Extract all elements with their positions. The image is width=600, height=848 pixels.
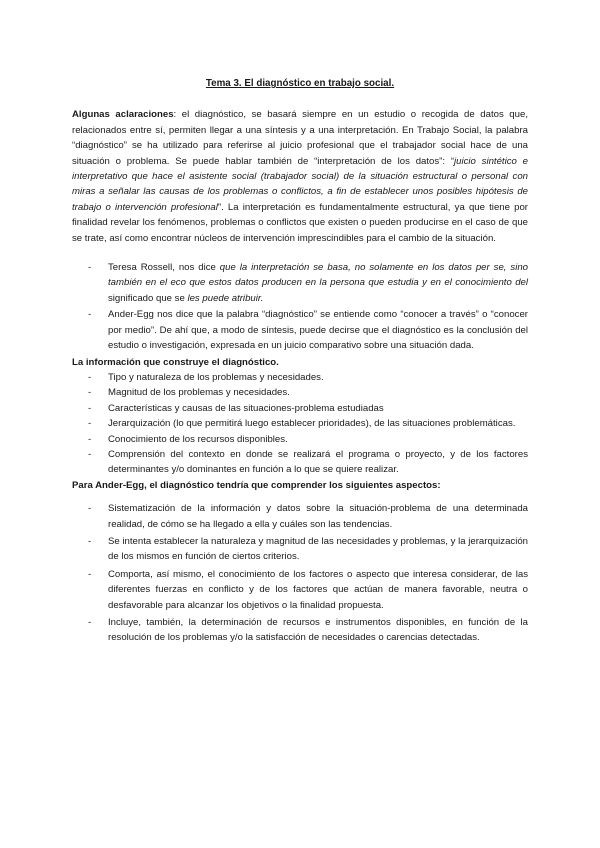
- section2-heading: La información que construye el diagnóstico.: [72, 356, 279, 368]
- rossell-pre: Teresa Rossell, nos dice: [108, 262, 220, 274]
- rossell-italic: que la interpretación se basa, no solamente en los datos per se, sino también en el eco que estos datos producen en la persona que estudia y en el conocimiento del: [108, 262, 528, 289]
- intro-lead: Algunas aclaraciones: [72, 109, 174, 121]
- list-item: - Magnitud de los problemas y necesidades.: [108, 385, 528, 400]
- rossell-italic-2: les puede atribuir.: [187, 292, 264, 304]
- list-item: - Comporta, así mismo, el conocimiento de los factores o aspecto que interesa considerar, de las diferentes fuerzas en conflicto y de los factores que actúan de manera favorable, neutra o desfavorable para alcanzar los objetivos o la finalidad propuesta.: [108, 567, 528, 613]
- list-item: - Tipo y naturaleza de los problemas y necesidades.: [108, 370, 528, 385]
- intro-quote: juicio sintético e interpretativo que hace el asistente social (trabajador social) de la situación estructural o personal con miras a señalar las causas de los problemas o conflictos, a fin de establecer unos posibles hipótesis de trabajo o intervención profesional: [72, 155, 528, 213]
- list-item: - Jerarquización (lo que permitirá luego establecer prioridades), de las situaciones problemáticas.: [108, 416, 528, 431]
- list-item: - Ander-Egg nos dice que la palabra “diagnóstico” se entiende como “conocer a través” o “conocer por medio”. De ahí que, a modo de síntesis, puede decirse que el diagnóstico es la conclusión del estudio o investigación, expresada en un juicio comparativo sobre una situación dada.: [108, 307, 528, 353]
- list-item: - Sistematización de la información y datos sobre la situación-problema de una determinada realidad, de cómo se ha llegado a ella y cuáles son las tendencias.: [108, 501, 528, 532]
- document-title: Tema 3. El diagnóstico en trabajo social.: [205, 78, 395, 89]
- rossell-mid: significado que se: [108, 292, 188, 304]
- list-item: - Se intenta establecer la naturaleza y magnitud de las necesidades y problemas, y la jerarquización de los mismos en función de ciertos criterios.: [108, 534, 528, 565]
- list-item: - Características y causas de las situaciones-problema estudiadas: [108, 401, 528, 416]
- list-item: [108, 260, 528, 306]
- section3-list: [72, 501, 528, 646]
- section3-heading: Para Ander-Egg, el diagnóstico tendría que comprender los siguientes aspectos:: [72, 479, 441, 491]
- intro-paragraph: [72, 107, 528, 246]
- authors-list: [72, 260, 528, 353]
- section2-list: [72, 370, 528, 478]
- intro-text-1: : el diagnóstico, se basará siempre en un estudio o recogida de datos que, relacionados entre sí, permiten llegar a una síntesis y a una interpretación. En Trabajo Social, la palabra “diagnóstico” se ha utilizado para referirse al juicio profesional que el trabajador social hace de una situación o problema. Se puede hablar también de “interpretación de los datos”: “: [72, 109, 528, 167]
- list-item: - Comprensión del contexto en donde se realizará el programa o proyecto, y de los factores determinantes y/o dominantes en función a lo que se quiere realizar.: [108, 447, 528, 478]
- intro-text-2: ”. La interpretación es fundamentalmente estructural, ya que tiene por finalidad revelar los fenómenos, problemas o conflictos que existen o pueden producirse en el caso de que se trate, así como encontrar núcleos de intervención imprescindibles para el cambio de la situación.: [72, 201, 528, 244]
- list-item: - Conocimiento de los recursos disponibles.: [108, 432, 528, 447]
- list-item: - Incluye, también, la determinación de recursos e instrumentos disponibles, en función de la resolución de los problemas y/o la satisfacción de necesidades o carencias detectadas.: [108, 615, 528, 646]
